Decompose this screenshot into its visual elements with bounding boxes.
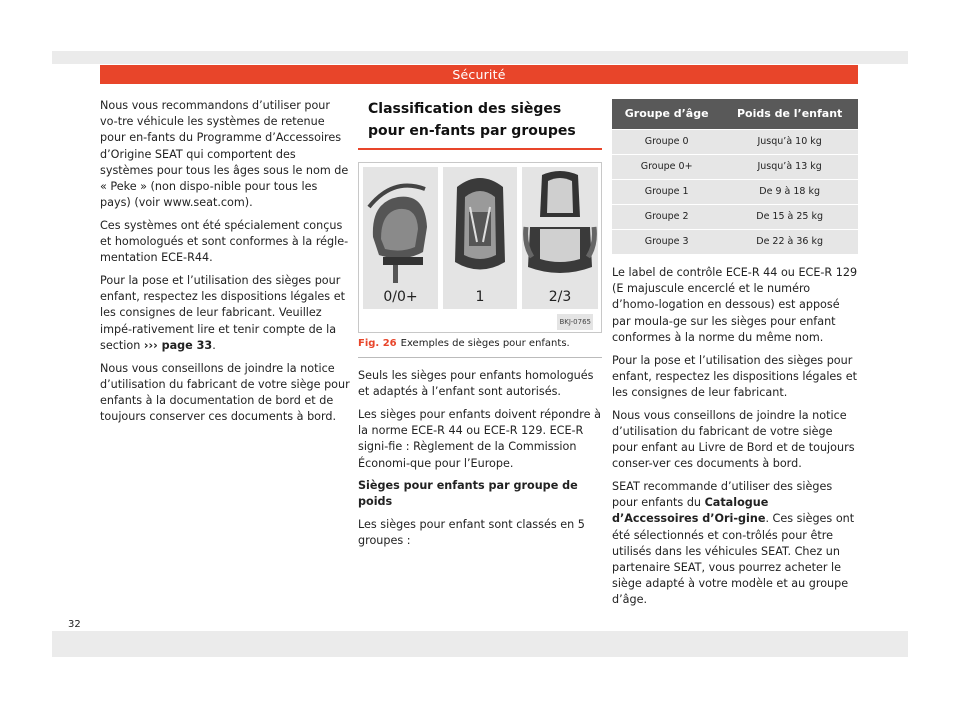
- figure-code: BKJ-0765: [557, 314, 593, 330]
- column-middle: [358, 98, 602, 556]
- table-row: [612, 130, 858, 154]
- child-seat-figure: [358, 162, 602, 333]
- booster-seat-illustration: [522, 167, 598, 287]
- table-row: [612, 230, 858, 254]
- paragraph: Seuls les sièges pour enfants homologués et adaptés à l’enfant sont autorisés.: [358, 369, 594, 399]
- section-title: Classification des sièges pour en-fants par groupes: [368, 101, 576, 139]
- catalogue-name: Catalogue d’Accessoires d’Ori-gine: [612, 496, 769, 526]
- section-header: Sécurité: [100, 65, 858, 84]
- paragraph-text: SEAT recommande d’utiliser des sièges pour enfants du: [612, 479, 833, 510]
- seat-panel-group-0: [363, 167, 438, 309]
- table-cell: Jusqu’à 10 kg: [721, 130, 858, 154]
- paragraph: Pour la pose et l’utilisation des sièges pour enfant, respectez les dispositions légales et les consignes de leur fabricant.: [612, 353, 857, 399]
- paragraph: Nous vous conseillons de joindre la notice d’utilisation du fabricant de votre siège pour enfants à la documentation de bord et de toujours conserver ces documents à bord.: [100, 361, 350, 424]
- table-cell: De 15 à 25 kg: [721, 205, 858, 229]
- table-cell: Groupe 0+: [612, 155, 721, 179]
- table-header-cell: Groupe d’âge: [612, 99, 721, 129]
- paragraph-text: Pour la pose et l’utilisation des sièges pour enfant, respectez les dispositions légales et les consignes de leur fabricant. Veuillez impé-rativement lire et tenir compte de la section: [100, 274, 345, 352]
- weight-group-table: [612, 98, 858, 255]
- column-right: [612, 98, 858, 615]
- paragraph: [612, 479, 858, 609]
- paragraph: Les sièges pour enfants doivent répondre à la norme ECE-R 44 ou ECE-R 129. ECE-R signi-fie : Règlement de la Commission Économi-que pour l’Europe.: [358, 407, 601, 470]
- figure-caption-text: Exemples de sièges pour enfants.: [400, 338, 570, 349]
- table-cell: De 22 à 36 kg: [721, 230, 858, 254]
- sub-heading: Sièges pour enfants par groupe de poids: [358, 479, 578, 509]
- table-row: [612, 155, 858, 179]
- paragraph-end: .: [212, 338, 216, 352]
- table-cell: Jusqu’à 13 kg: [721, 155, 858, 179]
- table-cell: Groupe 1: [612, 180, 721, 204]
- seat-label: 1: [475, 288, 485, 305]
- page-reference-link[interactable]: ››› page 33: [143, 338, 213, 352]
- table-cell: Groupe 0: [612, 130, 721, 154]
- paragraph-text: . Ces sièges ont été sélectionnés et con-trôlés pour être utilisés dans les véhicules SEAT. Chez un partenaire SEAT, vous pourrez acheter le siège adapté à votre modèle et au groupe d’âge.: [612, 512, 855, 607]
- infant-carrier-illustration: [363, 167, 438, 287]
- paragraph: Les sièges pour enfant sont classés en 5 groupes :: [358, 518, 585, 548]
- paragraph: Le label de contrôle ECE-R 44 ou ECE-R 129 (E majuscule encerclé et le numéro d’homo-logation en dessous) est apposé par moula-ge sur les sièges pour enfant conformes à la norme du même nom.: [612, 266, 858, 344]
- column-left: [100, 98, 350, 432]
- table-cell: De 9 à 18 kg: [721, 180, 858, 204]
- figure-caption: [358, 333, 602, 358]
- table-row: [612, 180, 858, 204]
- table-cell: Groupe 3: [612, 230, 721, 254]
- section-title-rule: [358, 148, 602, 150]
- seat-label: 0/0+: [383, 288, 418, 305]
- seat-panel-group-2-3: [522, 167, 598, 309]
- paragraph: Nous vous conseillons de joindre la notice d’utilisation du fabricant de votre siège pour enfant au Livre de Bord et de toujours conser-ver ces documents à bord.: [612, 408, 855, 471]
- table-cell: Groupe 2: [612, 205, 721, 229]
- table-header-row: [612, 99, 858, 129]
- figure-number: Fig. 26: [358, 338, 397, 349]
- table-row: [612, 205, 858, 229]
- paragraph: Nous vous recommandons d’utiliser pour vo-tre véhicule les systèmes de retenue pour en-fants du Programme d’Accessoires d’Origine SEAT qui comportent des systèmes pour tous les âges sous le nom de « Peke » (non dispo-nible pour tous les pays) (voir www.seat.com).: [100, 99, 349, 210]
- seat-panel-group-1: [443, 167, 517, 309]
- table-header-cell: Poids de l’enfant: [721, 99, 858, 129]
- toddler-seat-illustration: [443, 167, 517, 287]
- seat-label: 2/3: [548, 288, 572, 305]
- page-number: 32: [68, 619, 81, 630]
- paragraph: Ces systèmes ont été spécialement conçus et homologués et sont conformes à la régle-mentation ECE-R44.: [100, 218, 349, 265]
- paragraph: [100, 273, 350, 354]
